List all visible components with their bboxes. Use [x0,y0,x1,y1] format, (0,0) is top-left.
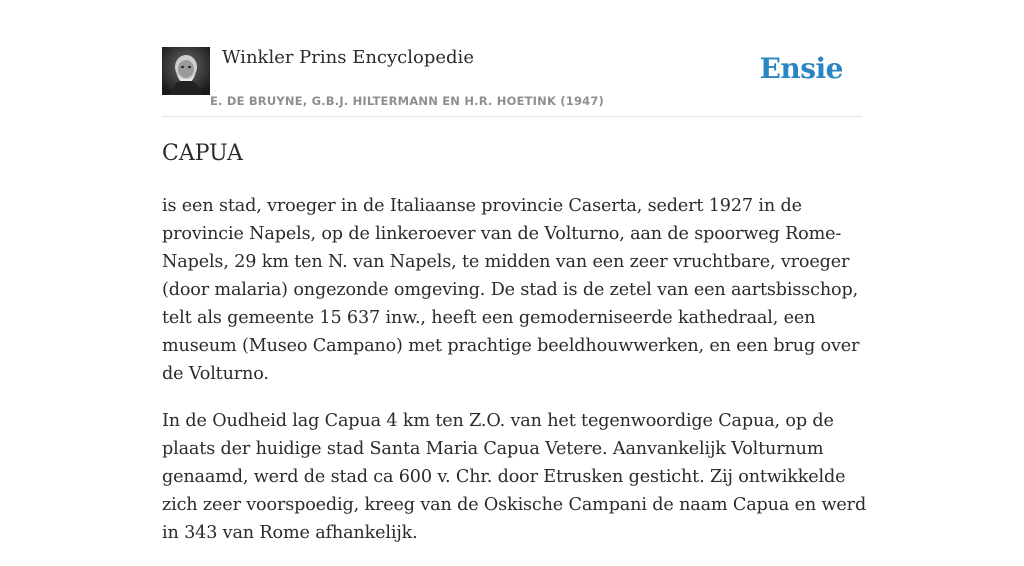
source-authors: E. DE BRUYNE, G.B.J. HILTERMANN EN H.R. HOETINK (1947) [210,94,605,108]
source-header [162,46,862,117]
author-avatar[interactable] [162,47,210,95]
entry-body [162,192,867,566]
ensie-logo[interactable]: Ensie [759,52,843,85]
author-portrait-icon [162,47,210,95]
source-title[interactable]: Winkler Prins Encyclopedie [222,47,474,68]
entry-title: CAPUA [162,141,243,166]
entry-paragraph: is een stad, vroeger in de Italiaanse provincie Caserta, sedert 1927 in de provincie Napels, op de linkeroever van de Volturno, aan de spoorweg Rome-Napels, 29 km ten N. van Napels, te midden van een zeer vruchtbare, vroeger (door malaria) ongezonde omgeving. De stad is de zetel van een aartsbisschop, telt als gemeente 15 637 inw., heeft een gemoderniseerde kathedraal, een museum (Museo Campano) met prachtige beeldhouwwerken, en een brug over de Volturno. [162,196,860,384]
entry-paragraph: In de Oudheid lag Capua 4 km ten Z.O. van het tegenwoordige Capua, op de plaats der huidige stad Santa Maria Capua Vetere. Aanvankelijk Volturnum genaamd, werd de stad ca 600 v. Chr. door Etrusken gesticht. Zij ontwikkelde zich zeer voorspoedig, kreeg van de Oskische Campani de naam Capua en werd in 343 van Rome afhankelijk. [162,411,867,543]
